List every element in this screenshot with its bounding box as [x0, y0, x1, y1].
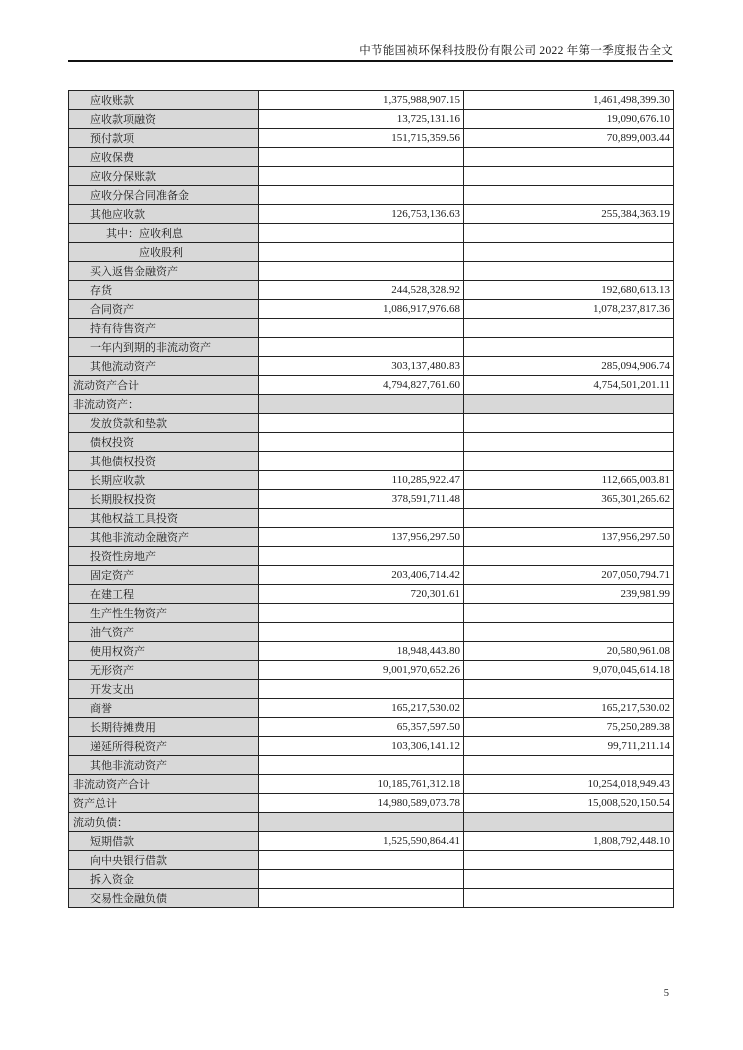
table-row [69, 870, 674, 889]
current-period-value: 10,185,761,312.18 [259, 775, 464, 794]
current-period-value: 165,217,530.02 [259, 699, 464, 718]
prior-period-value: 4,754,501,201.11 [464, 376, 674, 395]
table-row [69, 433, 674, 452]
current-period-value: 1,375,988,907.15 [259, 91, 464, 110]
page-footer [664, 988, 669, 999]
table-row [69, 300, 674, 319]
current-period-value: 1,525,590,864.41 [259, 832, 464, 851]
current-period-value: 103,306,141.12 [259, 737, 464, 756]
current-period-value [259, 509, 464, 528]
table-row [69, 528, 674, 547]
prior-period-value: 99,711,211.14 [464, 737, 674, 756]
prior-period-value [464, 813, 674, 832]
account-label: 预付款项 [69, 129, 259, 148]
prior-period-value [464, 870, 674, 889]
table-row [69, 262, 674, 281]
table-row [69, 718, 674, 737]
header-rule [68, 60, 673, 62]
account-label: 其他非流动金融资产 [69, 528, 259, 547]
prior-period-value: 19,090,676.10 [464, 110, 674, 129]
current-period-value: 18,948,443.80 [259, 642, 464, 661]
account-label: 买入返售金融资产 [69, 262, 259, 281]
table-row [69, 623, 674, 642]
account-label: 交易性金融负债 [69, 889, 259, 908]
account-label: 应收分保合同准备金 [69, 186, 259, 205]
account-label: 存货 [69, 281, 259, 300]
prior-period-value: 165,217,530.02 [464, 699, 674, 718]
table-row [69, 167, 674, 186]
prior-period-value: 10,254,018,949.43 [464, 775, 674, 794]
prior-period-value [464, 243, 674, 262]
account-label: 开发支出 [69, 680, 259, 699]
table-row [69, 661, 674, 680]
table-row [69, 832, 674, 851]
balance-sheet-table [68, 90, 674, 908]
account-label: 使用权资产 [69, 642, 259, 661]
account-label: 在建工程 [69, 585, 259, 604]
current-period-value [259, 414, 464, 433]
account-label: 应收分保账款 [69, 167, 259, 186]
table-row [69, 585, 674, 604]
current-period-value [259, 889, 464, 908]
table-row [69, 490, 674, 509]
table-row [69, 110, 674, 129]
prior-period-value [464, 509, 674, 528]
table-row [69, 851, 674, 870]
account-label: 应收款项融资 [69, 110, 259, 129]
account-label: 商誉 [69, 699, 259, 718]
prior-period-value: 365,301,265.62 [464, 490, 674, 509]
account-label: 长期待摊费用 [69, 718, 259, 737]
prior-period-value: 285,094,906.74 [464, 357, 674, 376]
account-label: 无形资产 [69, 661, 259, 680]
current-period-value: 14,980,589,073.78 [259, 794, 464, 813]
current-period-value [259, 680, 464, 699]
table-row [69, 756, 674, 775]
current-period-value: 65,357,597.50 [259, 718, 464, 737]
current-period-value [259, 262, 464, 281]
account-label: 其他流动资产 [69, 357, 259, 376]
prior-period-value: 20,580,961.08 [464, 642, 674, 661]
current-period-value: 303,137,480.83 [259, 357, 464, 376]
section-header-row [69, 395, 674, 414]
current-period-value: 126,753,136.63 [259, 205, 464, 224]
table-row [69, 338, 674, 357]
prior-period-value [464, 167, 674, 186]
prior-period-value: 255,384,363.19 [464, 205, 674, 224]
current-period-value [259, 756, 464, 775]
table-row [69, 775, 674, 794]
prior-period-value [464, 547, 674, 566]
prior-period-value: 207,050,794.71 [464, 566, 674, 585]
account-label: 其他非流动资产 [69, 756, 259, 775]
prior-period-value: 192,680,613.13 [464, 281, 674, 300]
table-row [69, 129, 674, 148]
current-period-value [259, 433, 464, 452]
current-period-value: 244,528,328.92 [259, 281, 464, 300]
table-row [69, 889, 674, 908]
table-row [69, 91, 674, 110]
current-period-value [259, 224, 464, 243]
table-row [69, 376, 674, 395]
page-header [68, 42, 673, 58]
current-period-value [259, 813, 464, 832]
prior-period-value [464, 604, 674, 623]
prior-period-value [464, 851, 674, 870]
report-title: 中节能国祯环保科技股份有限公司 2022 年第一季度报告全文 [359, 45, 673, 57]
table-row [69, 281, 674, 300]
current-period-value [259, 148, 464, 167]
account-label: 合同资产 [69, 300, 259, 319]
prior-period-value [464, 452, 674, 471]
prior-period-value [464, 756, 674, 775]
account-label: 向中央银行借款 [69, 851, 259, 870]
current-period-value [259, 870, 464, 889]
section-header-row [69, 813, 674, 832]
current-period-value: 378,591,711.48 [259, 490, 464, 509]
current-period-value [259, 186, 464, 205]
prior-period-value [464, 224, 674, 243]
account-label: 长期应收款 [69, 471, 259, 490]
current-period-value: 9,001,970,652.26 [259, 661, 464, 680]
prior-period-value: 1,461,498,399.30 [464, 91, 674, 110]
prior-period-value [464, 319, 674, 338]
account-label: 其中：应收利息 [69, 224, 259, 243]
prior-period-value: 137,956,297.50 [464, 528, 674, 547]
account-label: 应收保费 [69, 148, 259, 167]
account-label: 一年内到期的非流动资产 [69, 338, 259, 357]
table-row [69, 186, 674, 205]
account-label: 债权投资 [69, 433, 259, 452]
current-period-value [259, 395, 464, 414]
account-label: 投资性房地产 [69, 547, 259, 566]
prior-period-value: 15,008,520,150.54 [464, 794, 674, 813]
prior-period-value [464, 680, 674, 699]
current-period-value: 151,715,359.56 [259, 129, 464, 148]
prior-period-value: 239,981.99 [464, 585, 674, 604]
prior-period-value [464, 395, 674, 414]
table-row [69, 794, 674, 813]
current-period-value [259, 547, 464, 566]
account-label: 发放贷款和垫款 [69, 414, 259, 433]
table-row [69, 509, 674, 528]
account-label: 应收股利 [69, 243, 259, 262]
account-label: 拆入资金 [69, 870, 259, 889]
table-row [69, 319, 674, 338]
account-label: 其他应收款 [69, 205, 259, 224]
prior-period-value [464, 186, 674, 205]
table-row [69, 205, 674, 224]
current-period-value: 137,956,297.50 [259, 528, 464, 547]
table-row [69, 452, 674, 471]
table-row [69, 471, 674, 490]
current-period-value [259, 623, 464, 642]
prior-period-value [464, 148, 674, 167]
account-label: 生产性生物资产 [69, 604, 259, 623]
prior-period-value: 9,070,045,614.18 [464, 661, 674, 680]
table-row [69, 148, 674, 167]
current-period-value [259, 243, 464, 262]
current-period-value: 1,086,917,976.68 [259, 300, 464, 319]
prior-period-value: 75,250,289.38 [464, 718, 674, 737]
account-label: 长期股权投资 [69, 490, 259, 509]
prior-period-value [464, 623, 674, 642]
balance-sheet-body [69, 91, 674, 908]
prior-period-value: 1,078,237,817.36 [464, 300, 674, 319]
account-label: 非流动资产合计 [69, 775, 259, 794]
current-period-value [259, 452, 464, 471]
current-period-value [259, 604, 464, 623]
prior-period-value [464, 338, 674, 357]
table-row [69, 547, 674, 566]
account-label: 短期借款 [69, 832, 259, 851]
prior-period-value [464, 414, 674, 433]
current-period-value [259, 319, 464, 338]
account-label: 其他债权投资 [69, 452, 259, 471]
current-period-value [259, 167, 464, 186]
table-row [69, 642, 674, 661]
prior-period-value: 70,899,003.44 [464, 129, 674, 148]
account-label: 油气资产 [69, 623, 259, 642]
current-period-value [259, 851, 464, 870]
table-row [69, 604, 674, 623]
prior-period-value [464, 433, 674, 452]
prior-period-value [464, 889, 674, 908]
current-period-value: 4,794,827,761.60 [259, 376, 464, 395]
account-label: 固定资产 [69, 566, 259, 585]
current-period-value: 203,406,714.42 [259, 566, 464, 585]
account-label: 其他权益工具投资 [69, 509, 259, 528]
table-row [69, 737, 674, 756]
table-row [69, 414, 674, 433]
current-period-value: 720,301.61 [259, 585, 464, 604]
account-label: 资产总计 [69, 794, 259, 813]
prior-period-value: 1,808,792,448.10 [464, 832, 674, 851]
prior-period-value: 112,665,003.81 [464, 471, 674, 490]
table-row [69, 243, 674, 262]
table-row [69, 699, 674, 718]
prior-period-value [464, 262, 674, 281]
current-period-value: 13,725,131.16 [259, 110, 464, 129]
account-label: 流动负债： [69, 813, 259, 832]
account-label: 递延所得税资产 [69, 737, 259, 756]
account-label: 非流动资产： [69, 395, 259, 414]
table-row [69, 680, 674, 699]
table-row [69, 357, 674, 376]
table-row [69, 566, 674, 585]
table-row [69, 224, 674, 243]
current-period-value: 110,285,922.47 [259, 471, 464, 490]
account-label: 应收账款 [69, 91, 259, 110]
current-period-value [259, 338, 464, 357]
page-number: 5 [663, 988, 669, 999]
account-label: 流动资产合计 [69, 376, 259, 395]
account-label: 持有待售资产 [69, 319, 259, 338]
